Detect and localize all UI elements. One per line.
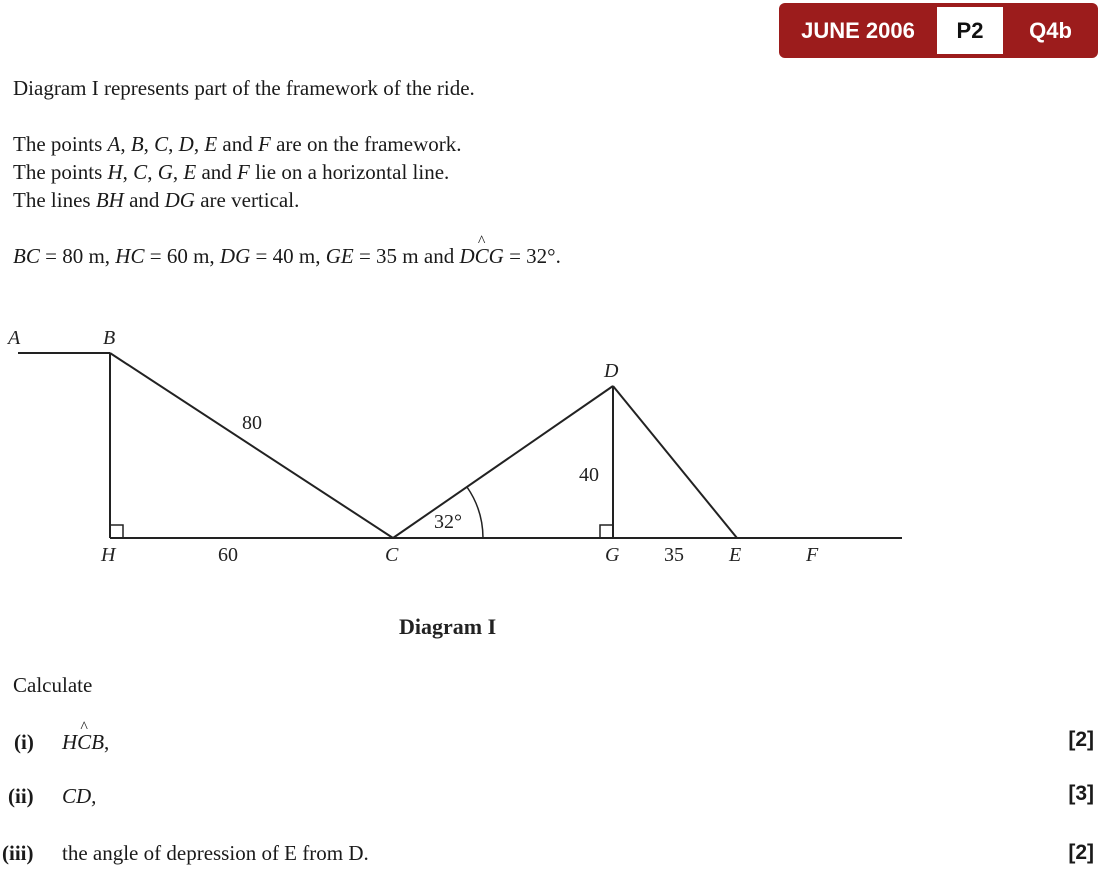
- horizontal-line-text: The points H, C, G, E and F lie on a horizontal line.: [13, 160, 450, 184]
- line-cd: [393, 386, 613, 538]
- right-angle-h: [110, 525, 123, 538]
- question-iii-number: (iii): [2, 841, 34, 865]
- question-iii-marks: [2]: [1068, 841, 1094, 864]
- label-f: F: [806, 544, 819, 566]
- given-values: BC = 80 m, HC = 60 m, DG = 40 m, GE = 35 m and D^ CG = 32°.: [13, 242, 561, 270]
- question-ii-marks: [3]: [1068, 782, 1094, 805]
- question-ii: (ii) CD,: [8, 784, 97, 808]
- label-d: D: [604, 360, 619, 382]
- question-i-number: (i): [14, 730, 34, 754]
- intro-text: Diagram I represents part of the framework of the ride.: [13, 76, 475, 100]
- diagram-caption: Diagram I: [399, 614, 497, 639]
- measure-angle: 32°: [434, 511, 462, 533]
- question-i-marks: [2]: [1068, 728, 1094, 751]
- badge-paper: P2: [937, 7, 1003, 54]
- calculate-text: Calculate: [13, 673, 93, 697]
- question-iii: (iii) the angle of depression of E from D.: [2, 841, 369, 865]
- measure-hc: 60: [218, 544, 238, 566]
- measure-bc: 80: [242, 412, 262, 434]
- measure-ge: 35: [664, 544, 684, 566]
- question-badge: [779, 3, 1098, 58]
- line-bc: [110, 353, 393, 538]
- right-angle-g: [600, 525, 613, 538]
- label-g: G: [605, 544, 620, 566]
- badge-date: JUNE 2006: [801, 17, 915, 43]
- label-b: B: [103, 327, 116, 349]
- label-a: A: [8, 327, 21, 349]
- badge-question: Q4b: [1029, 17, 1072, 43]
- points-line: The points A, B, C, D, E and F are on the framework.: [13, 132, 462, 156]
- question-i: (i) H^ CB,: [14, 728, 109, 756]
- measure-dg: 40: [579, 464, 599, 486]
- angle-arc-c: [467, 487, 483, 538]
- label-c: C: [385, 544, 399, 566]
- vertical-line-text: The lines BH and DG are vertical.: [13, 188, 300, 212]
- line-de: [613, 386, 737, 538]
- label-e: E: [729, 544, 742, 566]
- label-h: H: [101, 544, 116, 566]
- question-ii-number: (ii): [8, 784, 34, 808]
